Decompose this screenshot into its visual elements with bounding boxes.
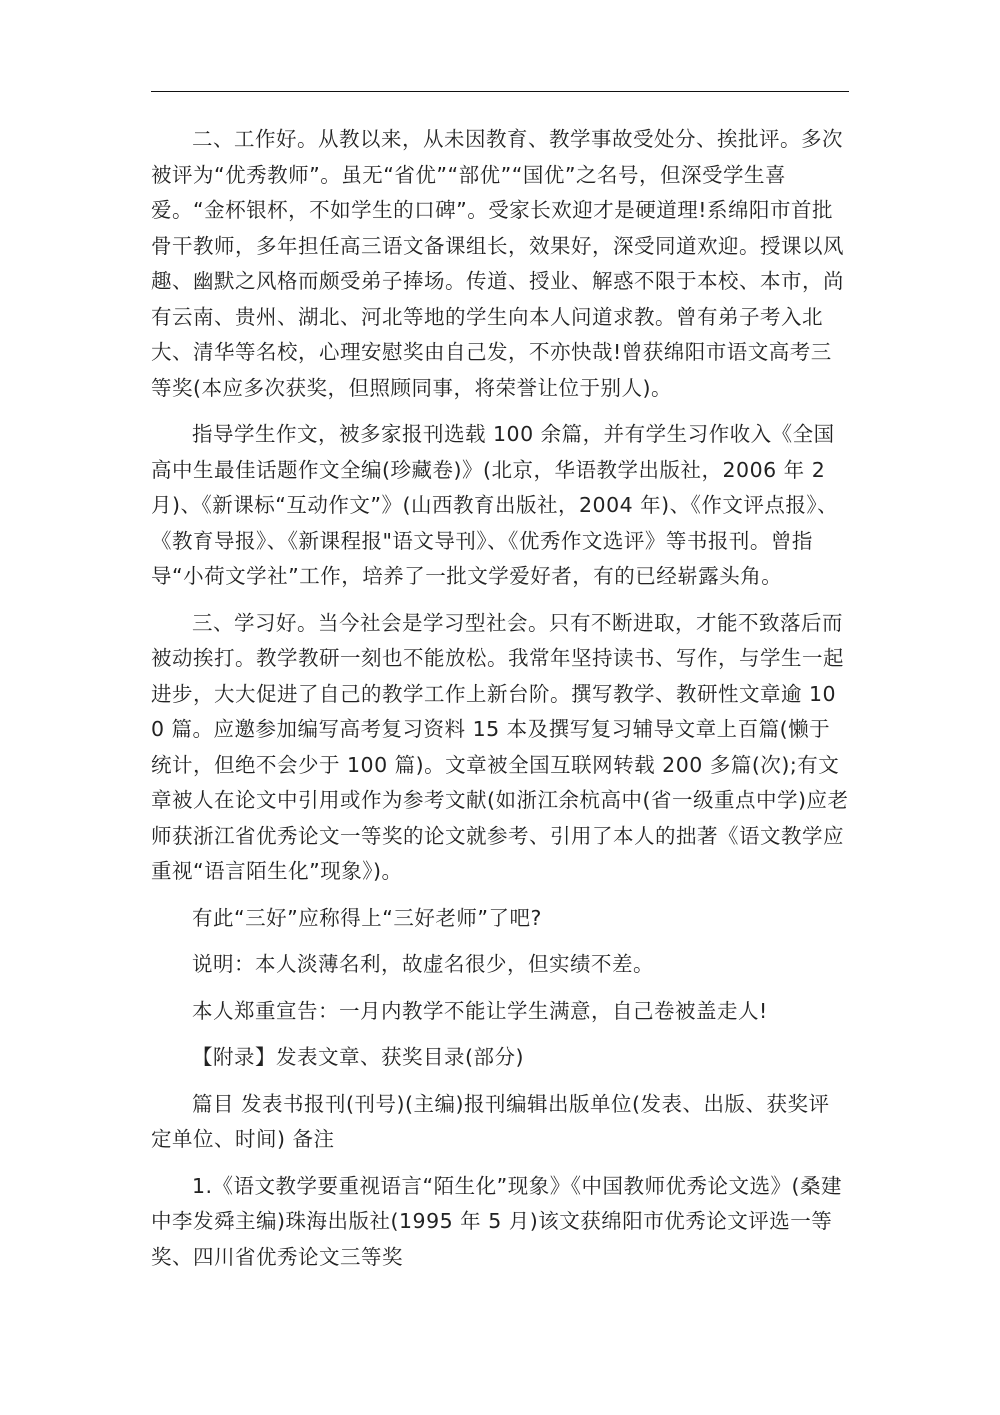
header-rule bbox=[151, 91, 849, 92]
paragraph-work-performance: 二、工作好。从教以来，从未因教育、教学事故受处分、挨批评。多次被评为“优秀教师”。虽无“省优”“部优”“国优”之名号，但深受学生喜爱。“金杯银杯，不如学生的口碑”。受家长欢迎才是硬道理!系绵阳市首批骨干教师，多年担任高三语文备课组长，效果好，深受同道欢迎。授课以风趣、幽默之风格而颇受弟子捧场。传道、授业、解惑不限于本校、本市，尚有云南、贵州、湖北、河北等地的学生向本人问道求教。曾有弟子考入北大、清华等名校，心理安慰奖由自己发，不亦快哉!曾获绵阳市语文高考三等奖(本应多次获奖，但照顾同事，将荣誉让位于别人)。 bbox=[151, 127, 844, 400]
appendix-entry-1: 1.《语文教学要重视语言“陌生化”现象》《中国教师优秀论文选》(桑建中李发舜主编)珠海出版社(1995 年 5 月)该文获绵阳市优秀论文评选一等奖、四川省优秀论文三等奖 bbox=[151, 1173, 843, 1269]
paragraph-explanation: 说明：本人淡薄名利，故虚名很少，但实绩不差。 bbox=[192, 952, 654, 976]
paragraph-student-writing-guidance: 指导学生作文，被多家报刊选载 100 余篇，并有学生习作收入《全国高中生最佳话题作文全编(珍藏卷)》(北京，华语教学出版社，2006 年 2 月)、《新课标“互动作文”》(山西教育出版社，2004 年)、《作文评点报》、《教育导报》、《新课程报"语文导刊》、《优秀作文选评》等书报刊。曾指导“小荷文学社”工作，培养了一批文学爱好者，有的已经崭露头角。 bbox=[151, 422, 839, 588]
paragraph-three-good-question: 有此“三好”应称得上“三好老师”了吧? bbox=[192, 905, 542, 930]
appendix-column-headers: 篇目 发表书报刊(刊号)(主编)报刊编辑出版单位(发表、出版、获奖评定单位、时间) 备注 bbox=[151, 1091, 830, 1151]
paragraph-study-performance: 三、学习好。当今社会是学习型社会。只有不断进取，才能不致落后而被动挨打。教学教研一刻也不能放松。我常年坚持读书、写作，与学生一起进步，大大促进了自己的教学工作上新台阶。撰写教学、教研性文章逾 100 篇。应邀参加编写高考复习资料 15 本及撰写复习辅导文章上百篇(懒于统计，但绝不会少于 100 篇)。文章被全国互联网转载 200 多篇(次);有文章被人在论文中引用或作为参考文献(如浙江余杭高中(省一级重点中学)应老师获浙江省优秀论文一等奖的论文就参考、引用了本人的拙著《语文教学应重视“语言陌生化”现象》)。 bbox=[151, 610, 849, 883]
paragraph-declaration: 本人郑重宣告：一月内教学不能让学生满意，自己卷被盖走人! bbox=[192, 998, 768, 1023]
document-body bbox=[151, 122, 849, 1286]
appendix-heading: 【附录】发表文章、获奖目录(部分) bbox=[192, 1045, 524, 1069]
